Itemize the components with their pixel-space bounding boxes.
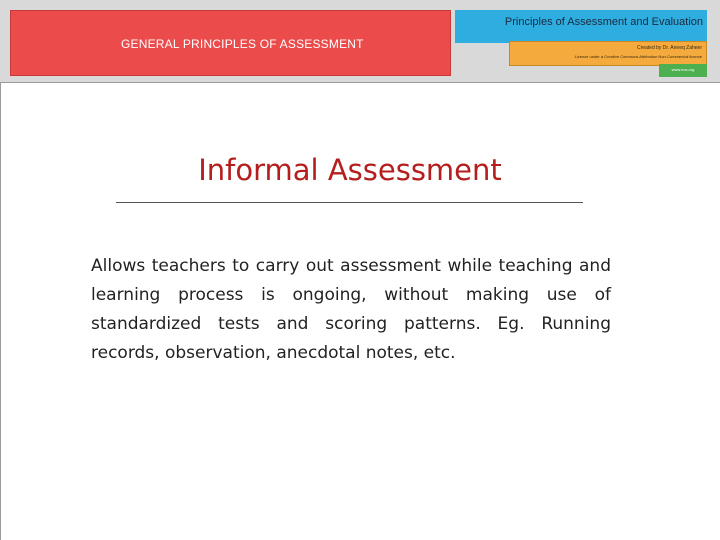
course-title-box [455,10,707,43]
slide-title: Informal Assessment [198,153,502,187]
title-underline [116,202,583,203]
slide-body-text: Allows teachers to carry out assessment while teaching and learning process is ongoing, without making use of standardized tests and scoring patterns. Eg. Running records, observation, anecdotal notes, etc. [91,256,611,363]
course-title: Principles of Assessment and Evaluation [504,16,703,28]
credit-box [509,41,707,66]
header-band [0,0,720,82]
website-link[interactable]: www.ecs.org [671,67,695,72]
section-banner-title: GENERAL PRINCIPLES OF ASSESSMENT [121,37,364,51]
website-link-box[interactable] [659,64,707,77]
credit-licence: Licence under a Creative Commons Attribution Non-Commercial licence [574,54,702,59]
credit-author: Created by Dr. Aneeq Zaheer [636,45,702,51]
section-banner [10,10,451,76]
